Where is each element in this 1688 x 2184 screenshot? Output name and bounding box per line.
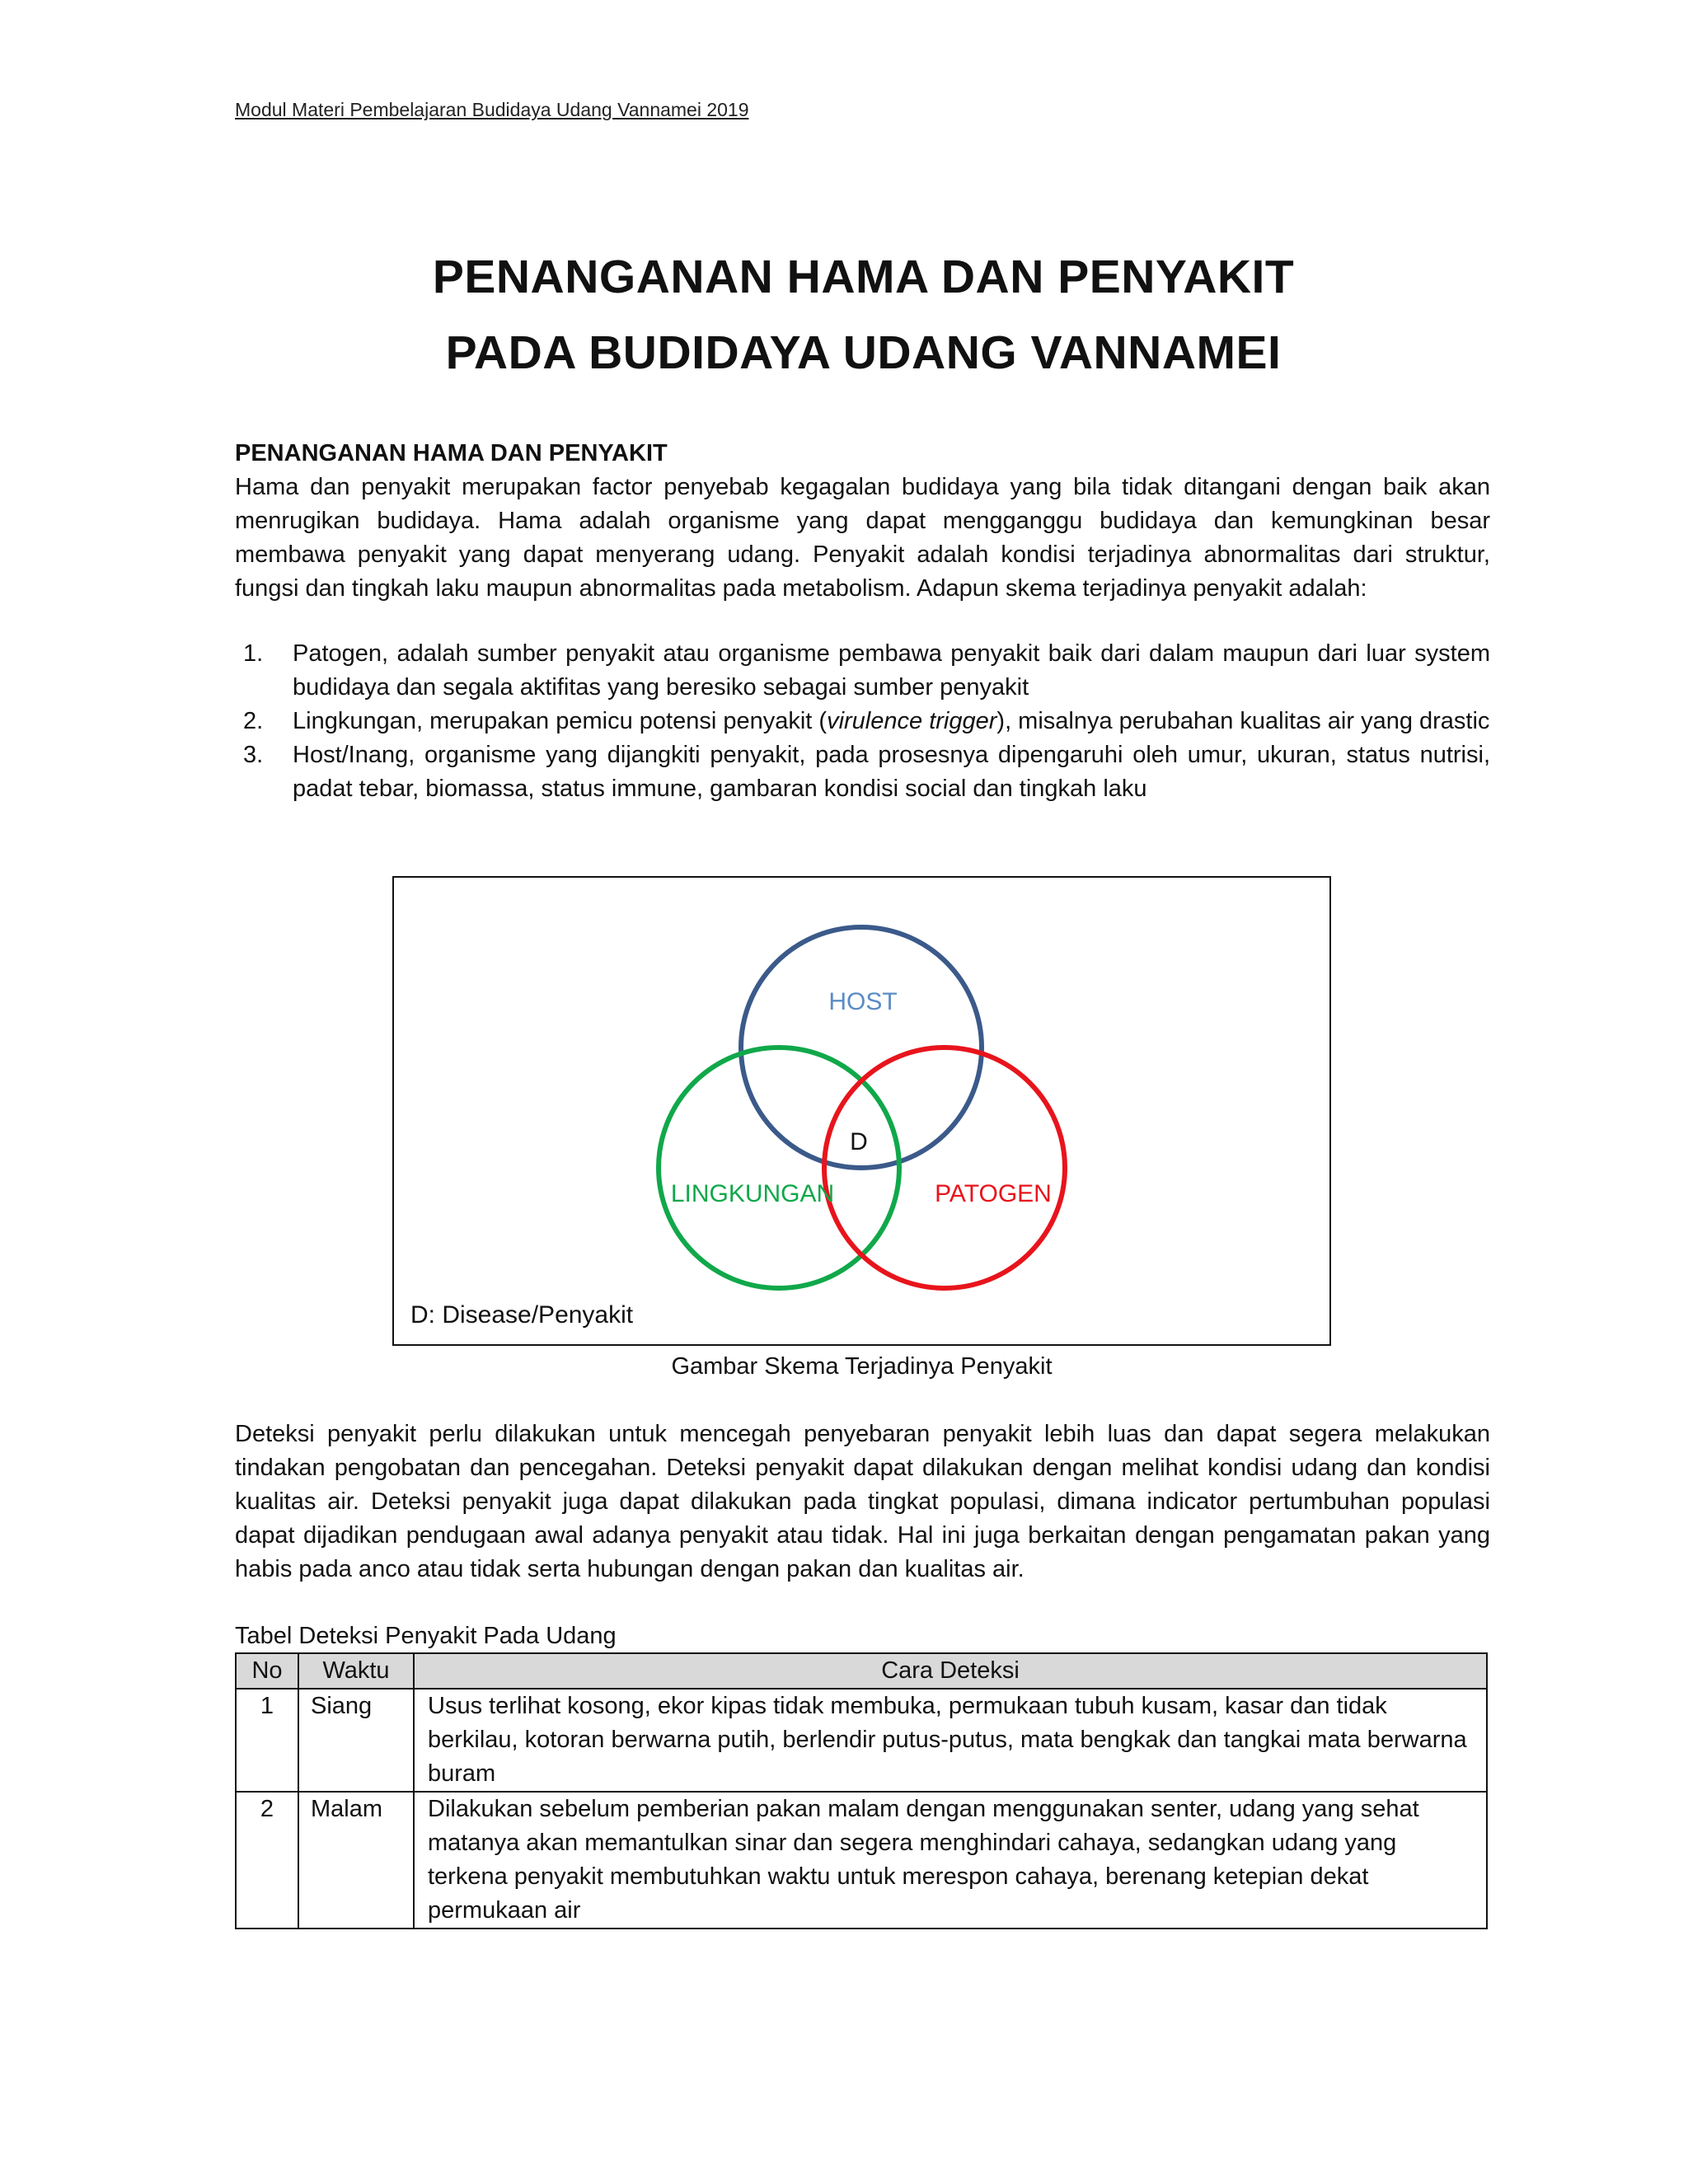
pathogen-label: PATOGEN: [935, 1180, 1052, 1207]
list-item: [235, 738, 1490, 806]
list-text-part: Lingkungan, merupakan pemicu potensi penyakit (: [293, 708, 828, 734]
cell-no: 2: [236, 1792, 298, 1929]
detection-paragraph: Deteksi penyakit perlu dilakukan untuk mencegah penyebaran penyakit lebih luas dan dapat segera melakukan tindakan pengobatan dan pencegahan. Deteksi penyakit dapat dilakukan dengan melihat kondisi udang dan kondisi kualitas air. Deteksi penyakit juga dapat dilakukan pada tingkat populasi, dimana indicator pertumbuhan populasi dapat dijadikan pendugaan awal adanya penyakit atau tidak. Hal ini juga berkaitan dengan pengamatan pakan yang habis pada anco atau tidak serta hubungan dengan pakan dan kualitas air.: [235, 1421, 1490, 1582]
header-method: Cara Deteksi: [414, 1653, 1487, 1689]
cell-time: Malam: [298, 1792, 414, 1929]
section-heading: PENANGANAN HAMA DAN PENYAKIT: [235, 440, 668, 466]
running-header: Modul Materi Pembelajaran Budidaya Udang Vannamei 2019: [235, 99, 749, 120]
list-text-part: ), misalnya perubahan kualitas air yang drastic: [996, 708, 1490, 734]
disease-center-label: D: [850, 1128, 868, 1155]
disease-venn-diagram: [392, 876, 1331, 1346]
list-number: 2.: [243, 708, 264, 734]
table-header-row: [236, 1653, 1487, 1689]
list-text-italic: virulence trigger: [827, 708, 997, 734]
figure-legend: D: Disease/Penyakit: [410, 1301, 634, 1329]
cell-no: 1: [236, 1689, 298, 1792]
list-text: Patogen, adalah sumber penyakit atau organisme pembawa penyakit baik dari dalam maupun dari luar system budidaya dan segala aktifitas yang beresiko sebagai sumber penyakit: [293, 640, 1490, 701]
list-text: [293, 708, 1489, 734]
list-item: [235, 637, 1490, 705]
intro-paragraph: Hama dan penyakit merupakan factor penyebab kegagalan budidaya yang bila tidak ditangani dengan baik akan menrugikan budidaya. Hama adalah organisme yang dapat mengganggu budidaya dan kemungkinan besar membawa penyakit yang dapat menyerang udang. Penyakit adalah kondisi terjadinya abnormalitas dari struktur, fungsi dan tingkah laku maupun abnormalitas pada metabolism. Adapun skema terjadinya penyakit adalah:: [235, 474, 1490, 602]
document-title: [235, 239, 1492, 391]
table-row: [236, 1792, 1487, 1929]
list-number: 3.: [243, 742, 264, 768]
detection-table: [235, 1652, 1488, 1929]
disease-factor-list: [235, 637, 1490, 806]
cell-method: Dilakukan sebelum pemberian pakan malam dengan menggunakan senter, udang yang sehat matanya akan memantulkan sinar dan segera menghindari cahaya, sedangkan udang yang terkena penyakit membutuhkan waktu untuk merespon cahaya, berenang ketepian dekat permukaan air: [414, 1792, 1487, 1929]
figure-caption: Gambar Skema Terjadinya Penyakit: [671, 1353, 1053, 1380]
title-line-2: PADA BUDIDAYA UDANG VANNAMEI: [445, 326, 1282, 379]
venn-svg: [394, 878, 1333, 1347]
environment-label: LINGKUNGAN: [670, 1180, 835, 1207]
table-title: Tabel Deteksi Penyakit Pada Udang: [235, 1623, 617, 1649]
host-label: HOST: [828, 988, 898, 1015]
list-item: [235, 705, 1490, 738]
table-row: [236, 1689, 1487, 1792]
cell-time: Siang: [298, 1689, 414, 1792]
header-time: Waktu: [298, 1653, 414, 1689]
list-number: 1.: [243, 640, 264, 667]
title-line-1: PENANGANAN HAMA DAN PENYAKIT: [432, 251, 1295, 303]
header-no: No: [236, 1653, 298, 1689]
cell-method: Usus terlihat kosong, ekor kipas tidak membuka, permukaan tubuh kusam, kasar dan tidak berkilau, kotoran berwarna putih, berlendir putus-putus, mata bengkak dan tangkai mata berwarna buram: [414, 1689, 1487, 1792]
list-text: Host/Inang, organisme yang dijangkiti penyakit, pada prosesnya dipengaruhi oleh umur, ukuran, status nutrisi, padat tebar, biomassa, status immune, gambaran kondisi social dan tingkah laku: [293, 742, 1490, 802]
